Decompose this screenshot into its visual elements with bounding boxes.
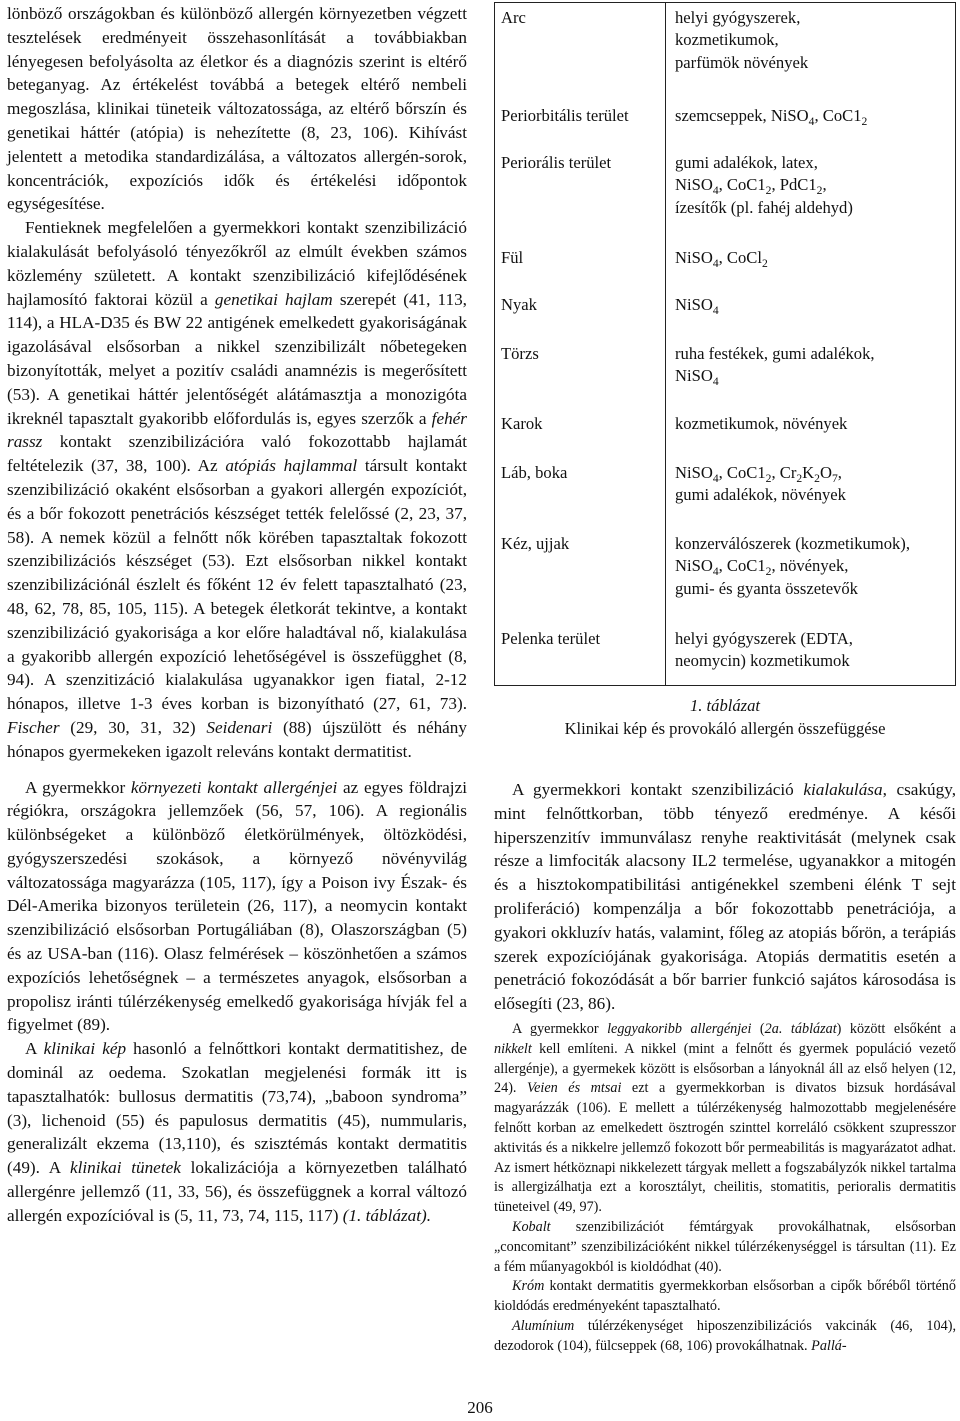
subscript: 4 xyxy=(712,184,719,198)
table-cell-location: Karok xyxy=(501,414,543,433)
table-cell-location: Nyak xyxy=(501,295,537,314)
italic-run: Seidenari xyxy=(206,717,273,737)
table-cell-location: Periorbitális terület xyxy=(501,106,629,125)
table-cell-location: Láb, boka xyxy=(501,463,568,482)
right-text-column xyxy=(494,2,956,1357)
italic-run: kialakulása xyxy=(803,780,883,799)
text-run: (88) újszülött és néhány hónapos gyermekeken igazolt releváns kontakt dermatitist. xyxy=(7,717,467,761)
table-cell-allergens xyxy=(675,247,951,269)
italic-run: környezeti kontakt allergénjei xyxy=(130,777,338,797)
text-run: kozmetikumok, xyxy=(675,30,779,50)
text-run: szerepét (41, 113, 114), a HLA-D35 és BW 22 antigének emelkedett gyakoriságának igazolásával elsősorban a nikkel szenzibilizált nőbetegeken bizonyították, melyet a pozitív családi anamnézis is megerősített (53). A genetikai háttér jelentőségét alátámasztja a monozigóta ikreknél tapasztalt gyakoribb előfordulás is, egyes szerzők a xyxy=(7,289,467,428)
paragraph-environmental-allergens xyxy=(7,776,467,1038)
subscript: 2 xyxy=(765,472,772,486)
subscript: 2 xyxy=(765,184,772,198)
text-run: ) között elsőként a xyxy=(836,1020,957,1037)
table-cell-allergens: kozmetikumok, növények xyxy=(675,414,848,433)
text-run: neomycin) kozmetikumok xyxy=(675,651,850,671)
text-run: az egyes földrajzi régiókra, országokra jellemzőek (56, 57, 106). A regionális különbségeket a különböző életkörülmények, öltözködési, gyógyszerszedési szokások, a környező növényvilág változatossága magyarázza (105, 117), így a Poison ivy Észak- és Dél-Amerika bizonyos területein (26, 117), a neomycin kontakt szenzibilizáció elsősorban Portugáliában (8), Olaszországban (5) és az USA-ban (116). Olasz felmérések – köszönhetően a számos expozíciós lehetőségnek – a természetes anyagok, elsősorban a propolisz iránti túlérzékenység emelkedő gyakorisága hívják fel a figyelmet (89). xyxy=(7,777,467,1035)
paragraph-development xyxy=(494,778,956,1016)
table-caption-title: Klinikai kép és provokáló allergén összefüggése xyxy=(564,719,886,738)
table-cell-allergens xyxy=(675,533,951,600)
text-run: NiSO xyxy=(675,295,713,314)
left-text-column xyxy=(7,2,467,1228)
italic-run: Kobalt xyxy=(512,1218,551,1235)
text-run: , CoC1 xyxy=(718,463,766,482)
table-cell-allergens xyxy=(675,7,951,74)
table-cell-location: Kéz, ujjak xyxy=(501,534,570,553)
text-run: gumi adalékok, latex, xyxy=(675,153,818,172)
text-run: A gyermekkor xyxy=(25,777,131,797)
text-run: társult kontakt szenzibilizáció okaként elsősorban a gyakori allergén expozíciót, és a bőr fokozott penetrációs készséget tették felelőssé (2, 23, 37, 58). A nemek közül a felnőtt nők körében tapasztaltak fokozott szenzibilizációs készséget (53). Ezt elsősorban nikkel kontakt szenzibilizációnál észlelt és főként 12 év felett tapasztalható (23, 48, 62, 78, 85, 105, 115). A betegek életkorát tekintve, a kontakt szenzibilizáció gyakorisága a kor előre haladtával nő, kialakulása a gyakoribb allergén expozíció lehetőségével is összefügghet (8, 94). A szenzitizáció kialakulása ugyanakkor igen fiatal, 2-12 hónapos, illetve 1-3 éves korban is bizonyítható (27, 61, 73). xyxy=(7,456,468,714)
subscript: 2 xyxy=(861,115,868,129)
text-run: , CoC1 xyxy=(718,175,766,195)
italic-run: (1. táblázat). xyxy=(342,1205,432,1225)
text-run: ezt a gyermekkorban is divatos bizsuk hordásával magyarázzák (106). E mellett a túlérzékenység halmozottabb megjelenésére felnőtt korban az emelkedett ösztrogén szinttel korreláló csökkent szupresszor aktivitás és a nikkelre jellemző fokozott bőr permeabilitás is magyarázatot adhat. Az ismert hétköznapi nikkelezett tárgyak mellett a fogszabályzók nikkel tartalma is allergizálhatja ezt a korosztályt, cheilitis, stomatitis, perioralis dermatitis tüneteivel (49, 97). xyxy=(494,1080,956,1216)
text-run: lokalizációja a környezetben található allergénre jellemző (11, 33, 56), és összefüggnek a korral változó allergén expozícióval is (5, 11, 73, 74, 115, 117) xyxy=(7,1158,468,1225)
subscript: 4 xyxy=(712,304,719,318)
text-run: , xyxy=(822,175,827,195)
italic-run: leggyakoribb allergénjei xyxy=(607,1020,752,1037)
table-cell-allergens xyxy=(675,628,951,673)
paragraph-nickel xyxy=(494,1020,956,1218)
text-run: , CoC1 xyxy=(814,106,862,125)
subscript: 2 xyxy=(761,257,768,271)
text-run: kell említeni. A nikkel (mint a felnőtt és gyermek populáció vezető allergénje), a gyermekek között is elsősorban a lányoknál áll az első helyen (12, 24). xyxy=(494,1040,956,1097)
text-run: NiSO xyxy=(675,366,713,386)
italic-run: Pallá- xyxy=(811,1337,847,1354)
text-run: , CoCl xyxy=(718,248,762,267)
text-run: , CoC1 xyxy=(718,556,766,576)
table-divider xyxy=(665,3,666,685)
text-run: Fentieknek megfelelően a gyermekkori kontakt szenzibilizáció kialakulását befolyásoló tényezőkről az elmúlt években számos közlemény született. A kontakt szenzibilizáció kifejlődésének hajlamosító faktorai közül a xyxy=(7,218,467,309)
text-run: A gyermekkor xyxy=(512,1020,608,1037)
text-run: A xyxy=(25,1039,44,1059)
text-run: ruha festékek, gumi adalékok, xyxy=(675,344,875,363)
italic-run: klinikai kép xyxy=(43,1039,127,1059)
text-run: (29, 30, 31, 32) xyxy=(59,717,207,737)
subscript: 2 xyxy=(765,565,772,579)
paragraph-cobalt xyxy=(494,1218,956,1277)
text-run: helyi gyógyszerek (EDTA, xyxy=(675,629,853,648)
table-cell-allergens xyxy=(675,105,951,127)
small-print-section xyxy=(494,1020,956,1357)
text-run: NiSO xyxy=(675,175,713,195)
subscript: 2 xyxy=(816,184,823,198)
subscript: 2 xyxy=(814,472,820,486)
text-run: , csakúgy, mint felnőttkorban, több tényező eredménye. A késői hiperszenzitív immunválasz renyhe reaktivitását (melynek csak része a limfociták alacsony IL2 termelése, ugyanakkor a mitogén és a hisztokompatibilitási antigénekkel szembeni élénk T sejt proliferáció) kompenzálja a bőr fokozottabb penetrációja, a gyakori okkluzív hatás, valamint, főleg az atopiás bőrön, a terápiás szerek expozíciójának gyakorisága. Atopiás dermatitis esetén a penetráció fokozódását a bőr barrier funkció sajátos károsodása is elősegíti (23, 86). xyxy=(494,780,956,1014)
italic-run: klinikai tünetek xyxy=(69,1158,181,1178)
text-run: parfümök növények xyxy=(675,52,809,72)
italic-run: nikkelt xyxy=(494,1040,532,1057)
subscript: 7 xyxy=(831,472,838,486)
text-run: gumi- és gyanta összetevők xyxy=(675,578,858,598)
italic-run: fehér rassz xyxy=(7,408,467,452)
text-run: , xyxy=(837,463,842,482)
paragraph-intro: lönböző országokban és különböző allergén környezetben végzett tesztelések eredményeit összehasonlítását a továbbiakban lényegesen befolyásolta az életkor és a diagnózis szerint is eltérő beteganyag. Az értékelést továbbá a betegek eltérő nembeli megoszlása, klinikai tüneteik változatossága, az eltérő bőrszín és genetikai háttér (atópia) is nehezítette (8, 23, 106). Kihívást jelentett a metodika standardizálása, a változatos allergén-sorok, koncentrációk, expozíciós idők és értékelési időpontok egységesítése. xyxy=(7,4,467,214)
table-cell-allergens xyxy=(675,294,951,316)
table-cell-location: Periorális terület xyxy=(501,153,612,172)
text-run: NiSO xyxy=(675,463,713,482)
paragraph-clinical-picture xyxy=(7,1037,467,1227)
paragraph-chromium xyxy=(494,1277,956,1317)
paragraph-aluminium xyxy=(494,1317,956,1357)
text-run: szenzibilizációt fémtárgyak provokálhatnak, elsősorban „concomitant” szenzibilizációként nikkel túlérzékenységgel is társultan (11). Ez a fém műanyagokból is kioldódhat (40). xyxy=(494,1218,956,1275)
italic-run: Alumínium xyxy=(512,1317,575,1334)
italic-run: genetikai hajlam xyxy=(214,289,333,309)
text-run: gumi adalékok, növények xyxy=(675,485,846,505)
text-run: ( xyxy=(751,1020,765,1037)
italic-run: 2a. táblázat xyxy=(764,1020,837,1037)
table-caption-number: 1. táblázat xyxy=(689,696,761,715)
table-cell-location: Arc xyxy=(501,8,526,27)
text-run: túlérzékenységet hiposzenzibilizációs vakcinák (46, 104), dezodorok (104), fülcseppek (68, 106) provokálhatnak. xyxy=(494,1317,956,1354)
italic-run: Veien és mtsai xyxy=(527,1080,622,1097)
table-cell-allergens xyxy=(675,462,951,507)
text-run: , Cr xyxy=(771,463,797,482)
paragraph-risk-factors xyxy=(7,216,467,763)
text-run: NiSO xyxy=(675,248,713,267)
text-run: , növények, xyxy=(771,556,849,576)
italic-run: Fischer xyxy=(7,717,60,737)
table-cell-location: Fül xyxy=(501,248,524,267)
text-run: kontakt dermatitis gyermekkorban elsősorban a cipők bőréből történő kioldódás eredményeként tapasztalható. xyxy=(494,1278,956,1315)
table-caption xyxy=(494,694,956,740)
text-run: , PdC1 xyxy=(771,175,817,195)
text-run: K xyxy=(802,463,815,482)
text-run: szemcseppek, NiSO xyxy=(675,106,809,125)
table-cell-location: Pelenka terület xyxy=(501,629,601,648)
subscript: 2 xyxy=(796,472,803,486)
italic-run: Króm xyxy=(512,1278,545,1295)
table-cell-allergens xyxy=(675,343,951,388)
allergen-table xyxy=(494,2,956,686)
right-body-text xyxy=(494,778,956,1016)
subscript: 4 xyxy=(712,257,719,271)
subscript: 4 xyxy=(712,375,719,389)
page-number: 206 xyxy=(467,1398,493,1417)
italic-run: atópiás hajlammal xyxy=(225,456,358,476)
text-run: helyi gyógyszerek, xyxy=(675,8,801,27)
text-run: kontakt szenzibilizációra való fokozottabb hajlamát feltételezik (37, 38, 100). Az xyxy=(7,432,467,476)
subscript: 4 xyxy=(808,115,815,129)
text-run: O xyxy=(819,463,832,482)
text-run: ízesítők (pl. fahéj aldehyd) xyxy=(675,197,853,217)
subscript: 4 xyxy=(712,565,719,579)
text-run: A gyermekkori kontakt szenzibilizáció xyxy=(512,780,804,799)
text-run: NiSO xyxy=(675,556,713,576)
table-cell-location: Törzs xyxy=(501,344,539,363)
text-run: hasonló a felnőttkori kontakt dermatitishez, de dominál az oedema. Szokatlan megjelenési formák itt is tapasztalhatók: bullosus dermatitis (73,74), „baboon syndroma” (3), lichenoid (55) és papulosus dermatitis (45), nummularis, generalizált ekzema (13,110), és szisztémás kontakt dermatitis (49). A xyxy=(7,1039,467,1178)
text-run: konzerválószerek (kozmetikumok), xyxy=(675,534,910,553)
table-cell-allergens xyxy=(675,152,951,219)
subscript: 4 xyxy=(712,472,719,486)
